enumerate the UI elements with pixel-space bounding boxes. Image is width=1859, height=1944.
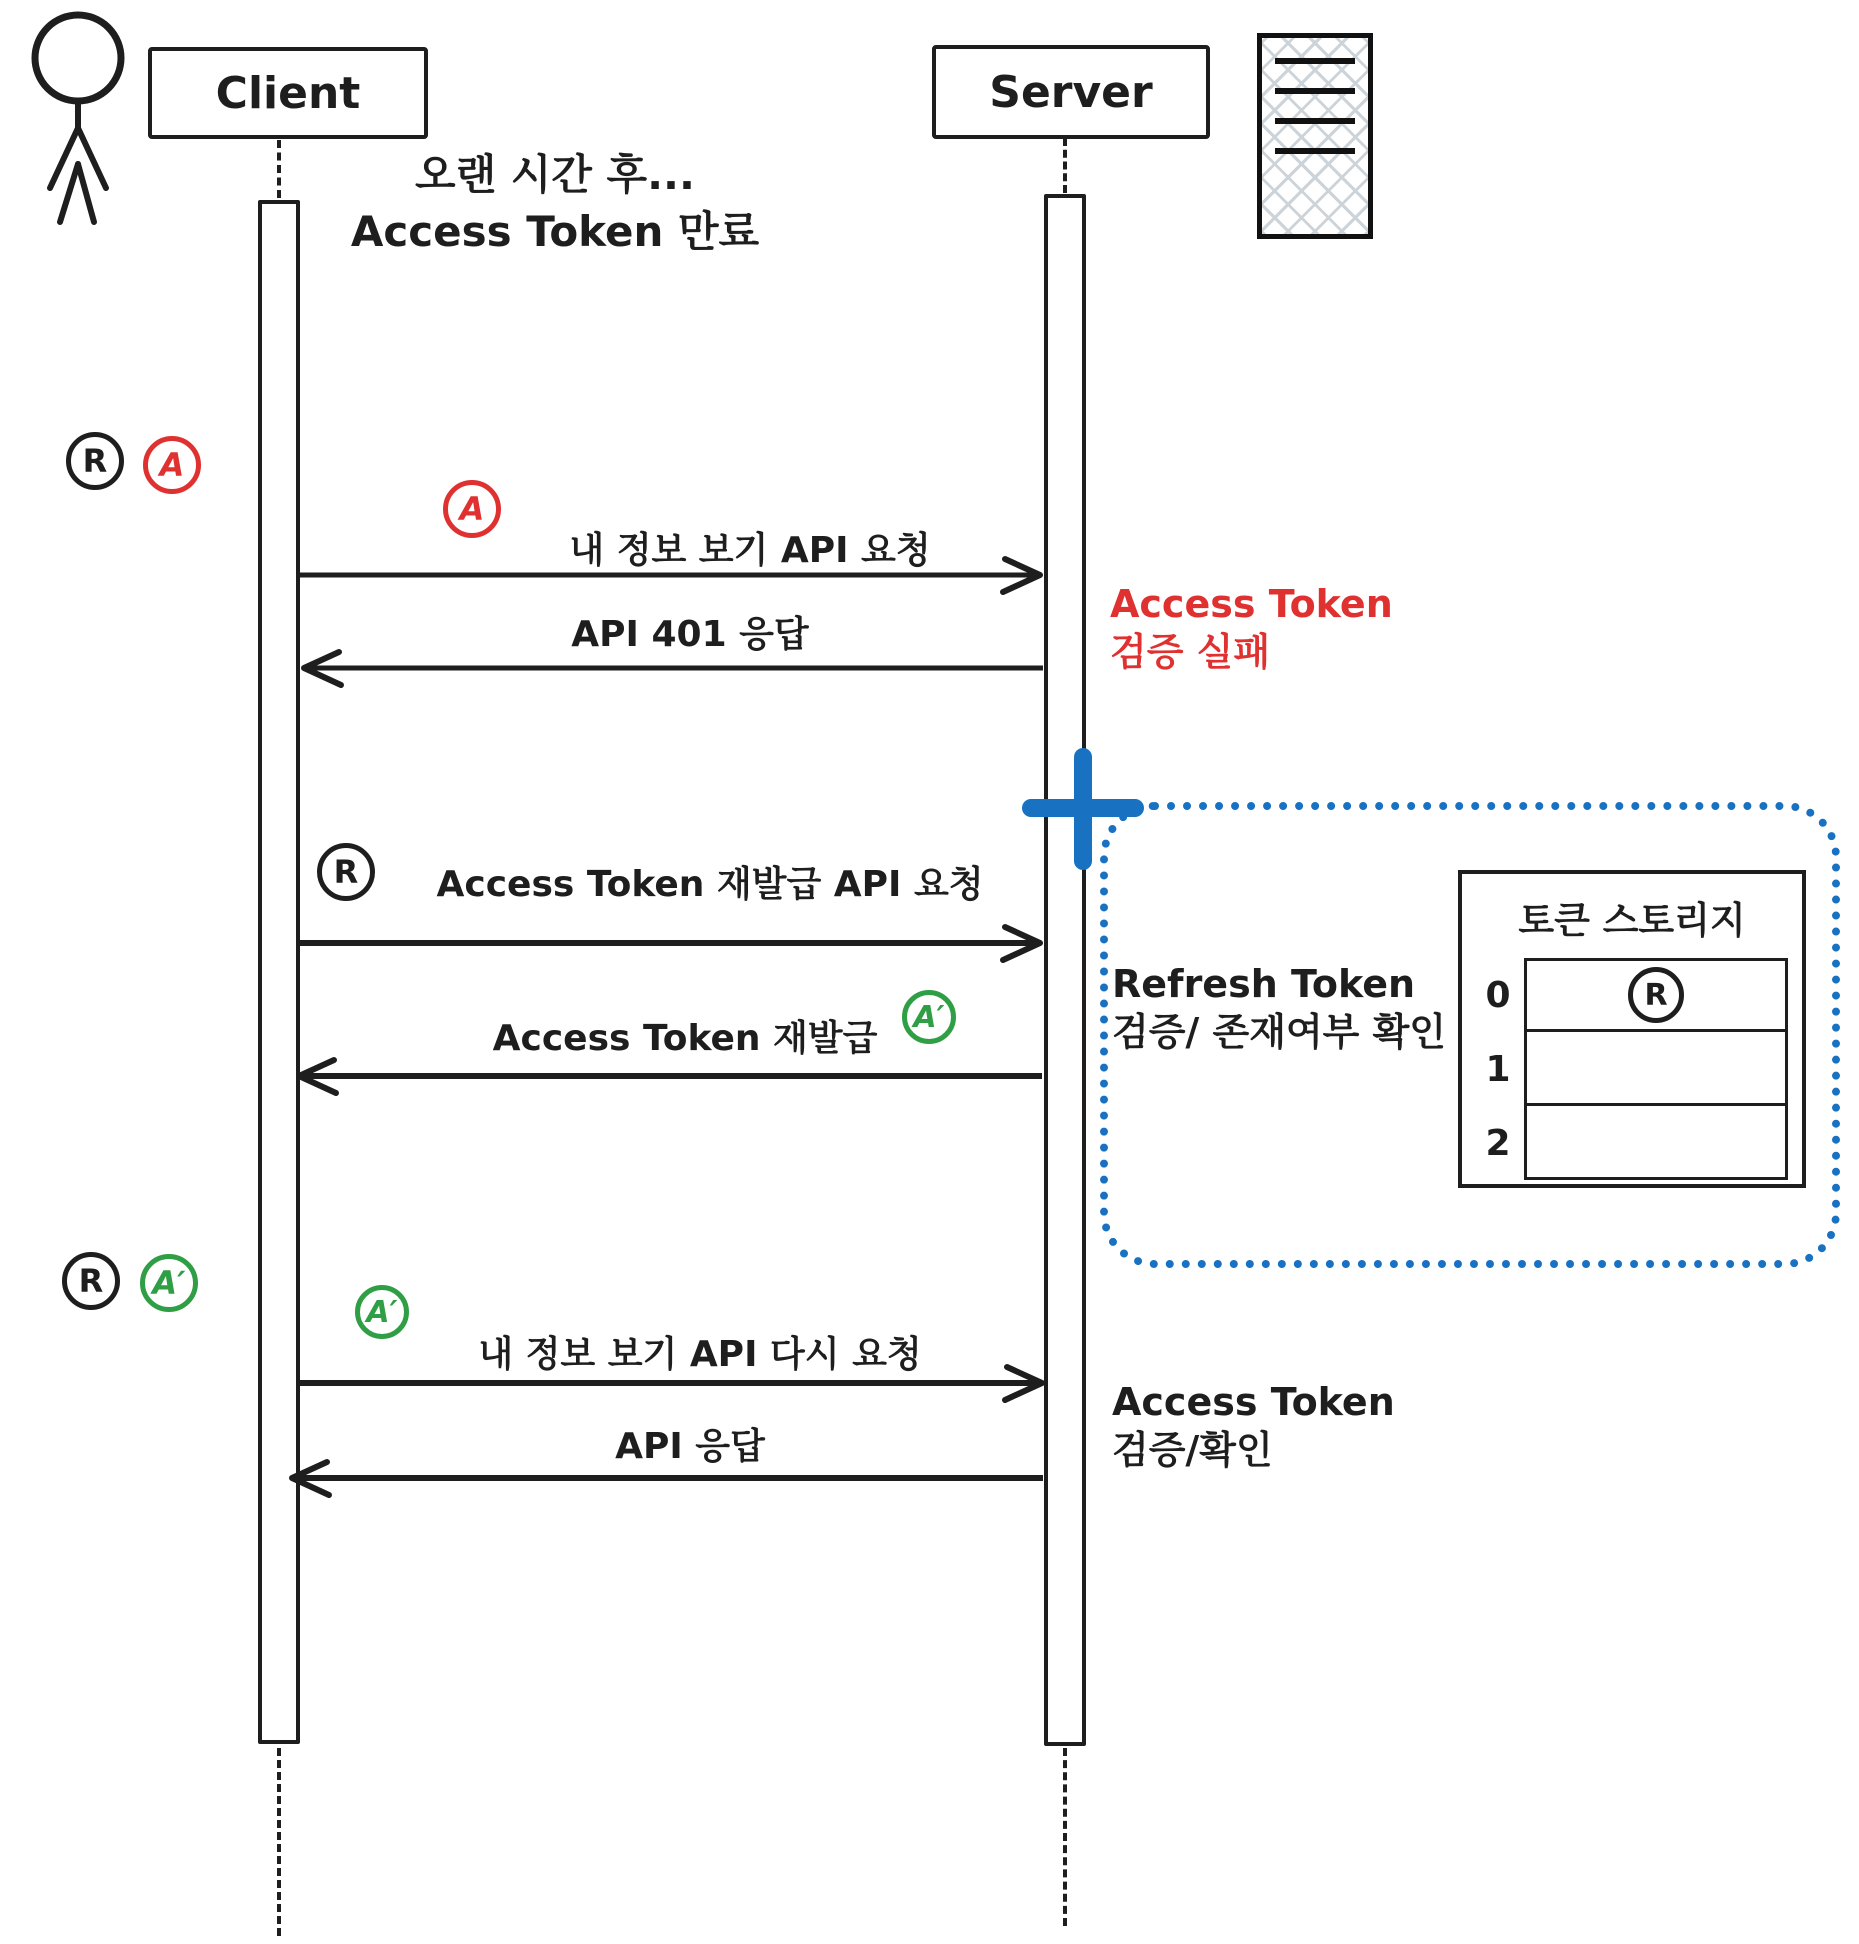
server-lifeline-top	[1063, 138, 1067, 193]
client-new-access-token-badge: A′	[140, 1254, 198, 1312]
token-storage-indexes	[1472, 958, 1524, 1180]
client-actor-label: Client	[215, 67, 361, 119]
message6-label: API 응답	[615, 1426, 765, 1467]
token-storage-row-2	[1524, 1106, 1788, 1180]
diagram-title-line1: 오랜 시간 후...	[415, 150, 695, 199]
token-storage-title: 토큰 스토리지	[1518, 899, 1746, 942]
plus-icon	[1074, 748, 1092, 870]
message5-new-access-token-badge: A′	[355, 1285, 409, 1339]
server-icon-slot	[1275, 58, 1355, 64]
message3-arrow-right	[297, 923, 1045, 963]
message6-arrow-left	[285, 1458, 1045, 1498]
client-refresh-token-badge: R	[66, 432, 124, 490]
server-activation-bar	[1044, 194, 1086, 1746]
note-token-fail-line2: 검증 실패	[1110, 630, 1271, 674]
message5-arrow-right	[297, 1363, 1047, 1403]
token-storage-row-1	[1524, 1032, 1788, 1106]
client-access-token-badge-expired: A	[143, 436, 201, 494]
note-refresh-check-line1: Refresh Token	[1112, 962, 1416, 1006]
token-storage-index-2: 2	[1485, 1122, 1511, 1164]
message3-label: Access Token 재발급 API 요청	[436, 864, 984, 905]
token-storage-box	[1458, 870, 1806, 1188]
note-token-validation-failed	[1110, 580, 1393, 676]
message1-label: 내 정보 보기 API 요청	[569, 530, 931, 571]
client-refresh-token-badge-after: R	[62, 1252, 120, 1310]
note-refresh-token-check	[1112, 960, 1446, 1056]
stored-refresh-token-badge: R	[1628, 967, 1684, 1023]
note-refresh-check-line2: 검증/ 존재여부 확인	[1112, 1010, 1447, 1054]
client-actor-box	[148, 47, 428, 139]
token-storage-index-0: 0	[1485, 974, 1511, 1016]
message5-label: 내 정보 보기 API 다시 요청	[478, 1334, 922, 1375]
diagram-title-line2: Access Token 만료	[350, 207, 760, 256]
client-activation-bar	[258, 200, 300, 1744]
message4-arrow-left	[292, 1056, 1044, 1096]
server-machine-icon	[1257, 33, 1373, 239]
note-access-check-line1: Access Token	[1112, 1380, 1395, 1424]
token-storage-row-0	[1524, 958, 1788, 1032]
diagram-title	[300, 146, 810, 260]
server-lifeline-bottom	[1063, 1748, 1067, 1926]
token-storage-index-1: 1	[1485, 1048, 1511, 1090]
message1-arrow-right	[297, 556, 1045, 596]
server-actor-label: Server	[989, 66, 1153, 118]
message2-arrow-left	[297, 648, 1045, 688]
server-actor-box	[932, 45, 1210, 139]
server-icon-slot	[1275, 88, 1355, 94]
server-icon-slot	[1275, 118, 1355, 124]
note-access-token-check	[1112, 1378, 1395, 1474]
note-token-fail-line1: Access Token	[1110, 582, 1393, 626]
client-lifeline-top	[277, 140, 281, 198]
message1-access-token-badge: A	[443, 480, 501, 538]
server-icon-slot	[1275, 148, 1355, 154]
message3-refresh-token-badge: R	[317, 843, 375, 901]
client-lifeline-bottom	[277, 1748, 281, 1936]
message4-new-access-token-badge: A′	[902, 990, 956, 1044]
message2-label: API 401 응답	[571, 614, 809, 655]
note-access-check-line2: 검증/확인	[1112, 1428, 1273, 1472]
message4-label: Access Token 재발급	[492, 1018, 878, 1059]
